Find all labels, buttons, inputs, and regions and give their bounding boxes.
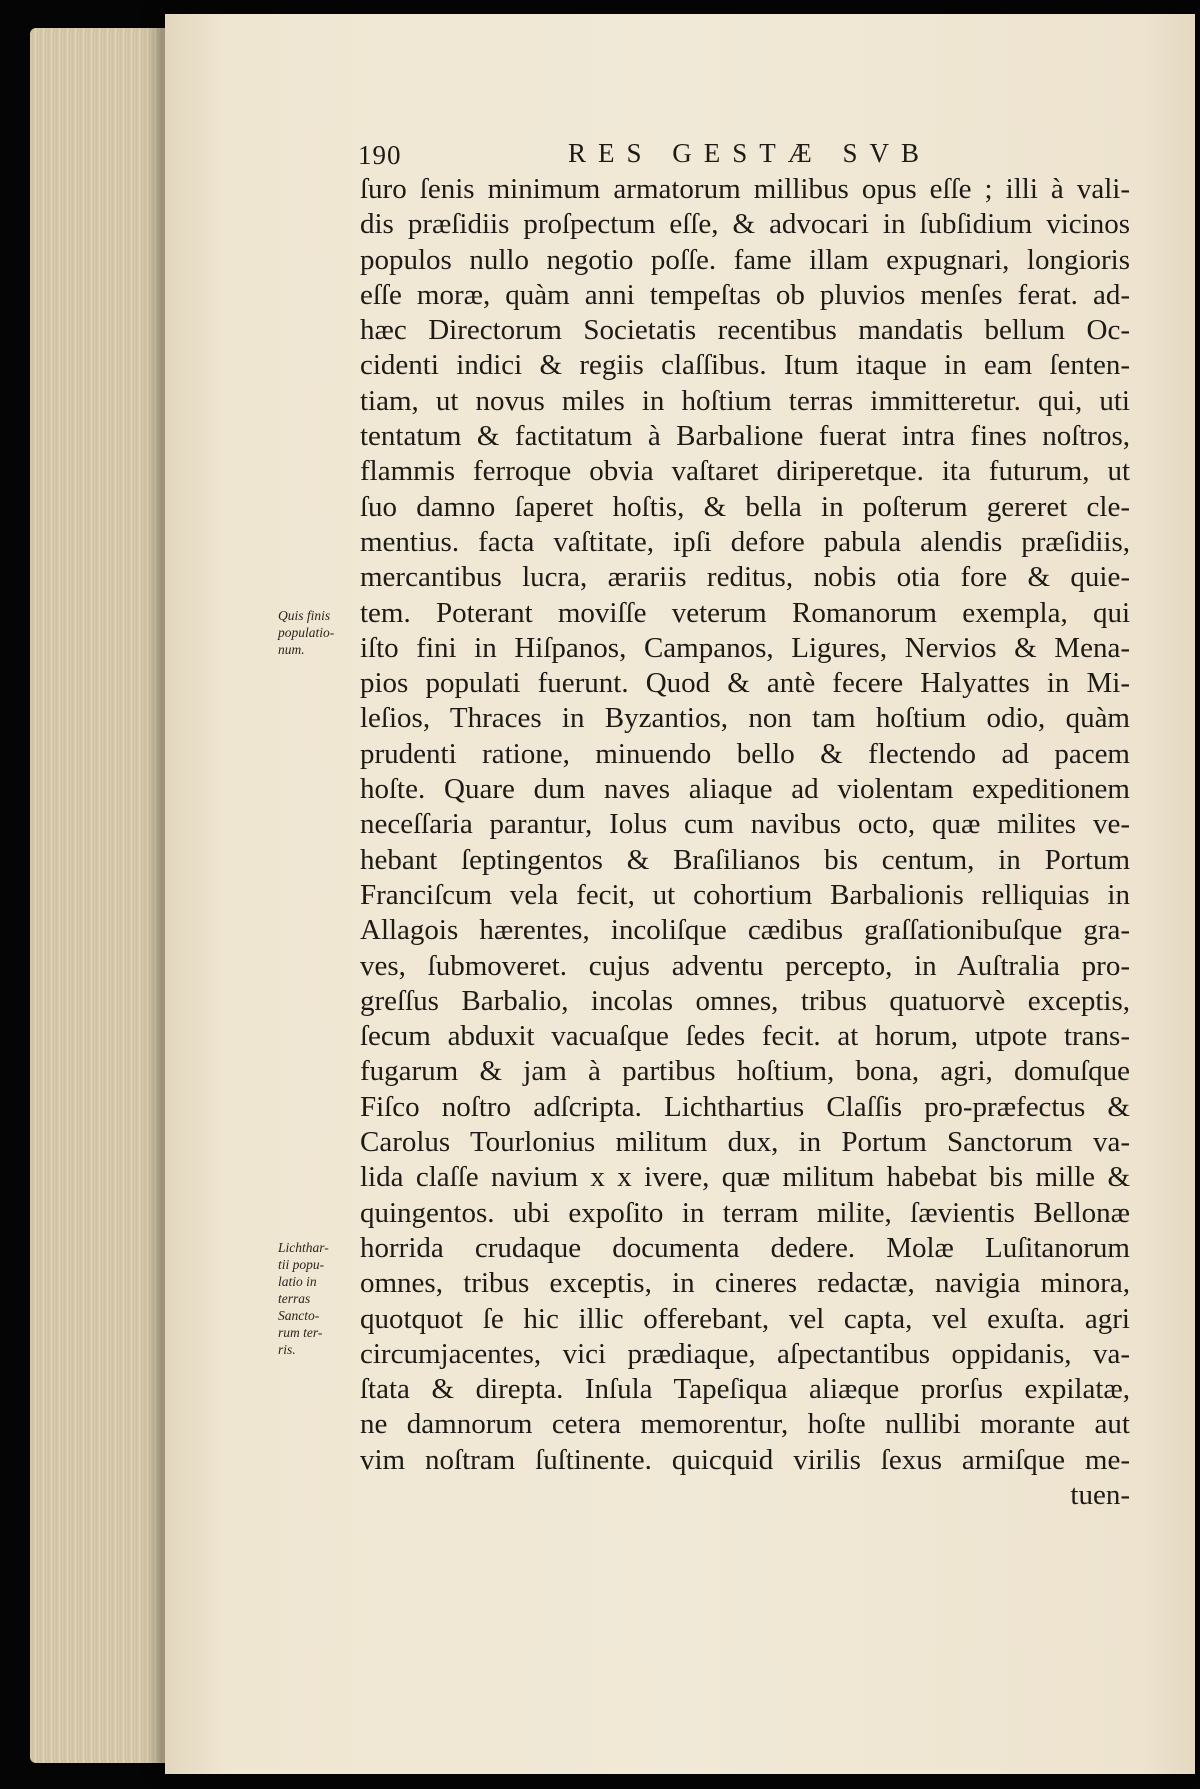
text-line: tiam, ut novus miles in hoſtium terras immitteretur. qui, uti xyxy=(360,384,1130,417)
body-text xyxy=(360,172,1130,1513)
margin-note-line: num. xyxy=(278,642,305,657)
text-line: Carolus Tourlonius militum dux, in Portum Sanctorum va- xyxy=(360,1126,1130,1159)
text-line: quotquot ſe hic illic offerebant, vel capta, vel exuſta. agri xyxy=(360,1302,1130,1335)
margin-note-line: ris. xyxy=(278,1342,296,1357)
text-line: leſios, Thraces in Byzantios, non tam hoſtium odio, quàm xyxy=(360,702,1130,735)
text-line: mentius. facta vaſtitate, ipſi defore pabula alendis præſidiis, xyxy=(360,525,1130,558)
text-line: lida claſſe navium x x ivere, quæ militum habebat bis mille & xyxy=(360,1161,1130,1194)
running-head xyxy=(358,138,1038,172)
text-line: ſecum abduxit vacuaſque ſedes fecit. at horum, utpote trans- xyxy=(360,1020,1130,1053)
margin-note-line: terras xyxy=(278,1291,311,1306)
margin-note-line: populatio- xyxy=(278,625,335,640)
text-line: dis præſidiis proſpectum eſſe, & advocari in ſubſidium vicinos xyxy=(360,208,1130,241)
text-line: greſſus Barbalio, incolas omnes, tribus quatuorvè exceptis, xyxy=(360,984,1130,1017)
margin-note-line: latio in xyxy=(278,1274,317,1289)
text-line: circumjacentes, vici prædiaque, aſpectantibus oppidanis, va- xyxy=(360,1337,1130,1370)
text-line: prudenti ratione, minuendo bello & flectendo ad pacem xyxy=(360,737,1130,770)
text-line: ſuro ſenis minimum armatorum millibus opus eſſe ; illi à vali- xyxy=(360,173,1130,205)
text-line: tentatum & factitatum à Barbalione fuerat intra fines noſtros, xyxy=(360,420,1130,453)
text-line: hoſte. Quare dum naves aliaque ad violentam expeditionem xyxy=(360,773,1130,806)
text-line: hebant ſeptingentos & Braſilianos bis centum, in Portum xyxy=(360,843,1130,876)
text-line: ne damnorum cetera memorentur, hoſte nullibi morante aut xyxy=(360,1408,1130,1441)
text-line: mercantibus lucra, ærariis reditus, nobis otia fore & quie- xyxy=(360,561,1130,594)
margin-note xyxy=(278,1239,360,1358)
text-line: eſſe moræ, quàm anni tempeſtas ob pluvios menſes ferat. ad- xyxy=(360,278,1130,311)
margin-note-line: Sancto- xyxy=(278,1308,320,1323)
text-line: populos nullo negotio poſſe. fame illam expugnari, longioris xyxy=(360,243,1130,276)
text-line: omnes, tribus exceptis, in cineres redactæ, navigia minora, xyxy=(360,1267,1130,1300)
text-line: neceſſaria parantur, Iolus cum navibus octo, quæ milites ve- xyxy=(360,808,1130,841)
margin-note-line: rum ter- xyxy=(278,1325,323,1340)
running-title: RES GESTÆ SVB xyxy=(568,138,932,168)
text-line: iſto fini in Hiſpanos, Campanos, Ligures, Nervios & Mena- xyxy=(360,631,1130,664)
text-line: quingentos. ubi expoſito in terram milite, ſævientis Bellonæ xyxy=(360,1196,1130,1229)
text-line: ſuo damno ſaperet hoſtis, & bella in poſterum gereret cle- xyxy=(360,490,1130,523)
text-line: horrida crudaque documenta dedere. Molæ Luſitanorum xyxy=(360,1231,1130,1264)
margin-note-line: Quis finis xyxy=(278,608,331,623)
text-line: Fiſco noſtro adſcripta. Lichthartius Claſſis pro-præfectus & xyxy=(360,1090,1130,1123)
text-line: hæc Directorum Societatis recentibus mandatis bellum Oc- xyxy=(360,314,1130,347)
margin-note xyxy=(278,607,360,658)
text-line: tem. Poterant moviſſe veterum Romanorum exempla, qui xyxy=(360,596,1130,629)
text-line: Allagois hærentes, incoliſque cædibus graſſationibuſque gra- xyxy=(360,914,1130,947)
margin-note-line: Lichthar- xyxy=(278,1240,329,1255)
text-line: vim noſtram ſuſtinente. quicquid virilis ſexus armiſque me- xyxy=(360,1443,1130,1476)
text-line: pios populati fuerunt. Quod & antè fecere Halyattes in Mi- xyxy=(360,667,1130,700)
text-line: Franciſcum vela fecit, ut cohortium Barbalionis relliquias in xyxy=(360,878,1130,911)
text-line: cidenti indici & regiis claſſibus. Itum itaque in eam ſenten- xyxy=(360,349,1130,382)
page-number: 190 xyxy=(358,140,402,170)
margin-note-line: tii popu- xyxy=(278,1257,325,1272)
text-line: ves, ſubmoveret. cujus adventu percepto, in Auſtralia pro- xyxy=(360,949,1130,982)
text-line: fugarum & jam à partibus hoſtium, bona, agri, domuſque xyxy=(360,1055,1130,1088)
catchword: tuen- xyxy=(1070,1478,1130,1511)
text-line: flammis ferroque obvia vaſtaret diriperetque. ita futurum, ut xyxy=(360,455,1130,488)
book-page-edges xyxy=(30,28,180,1763)
text-line: ſtata & direpta. Inſula Tapeſiqua aliæque prorſus expilatæ, xyxy=(360,1373,1130,1406)
